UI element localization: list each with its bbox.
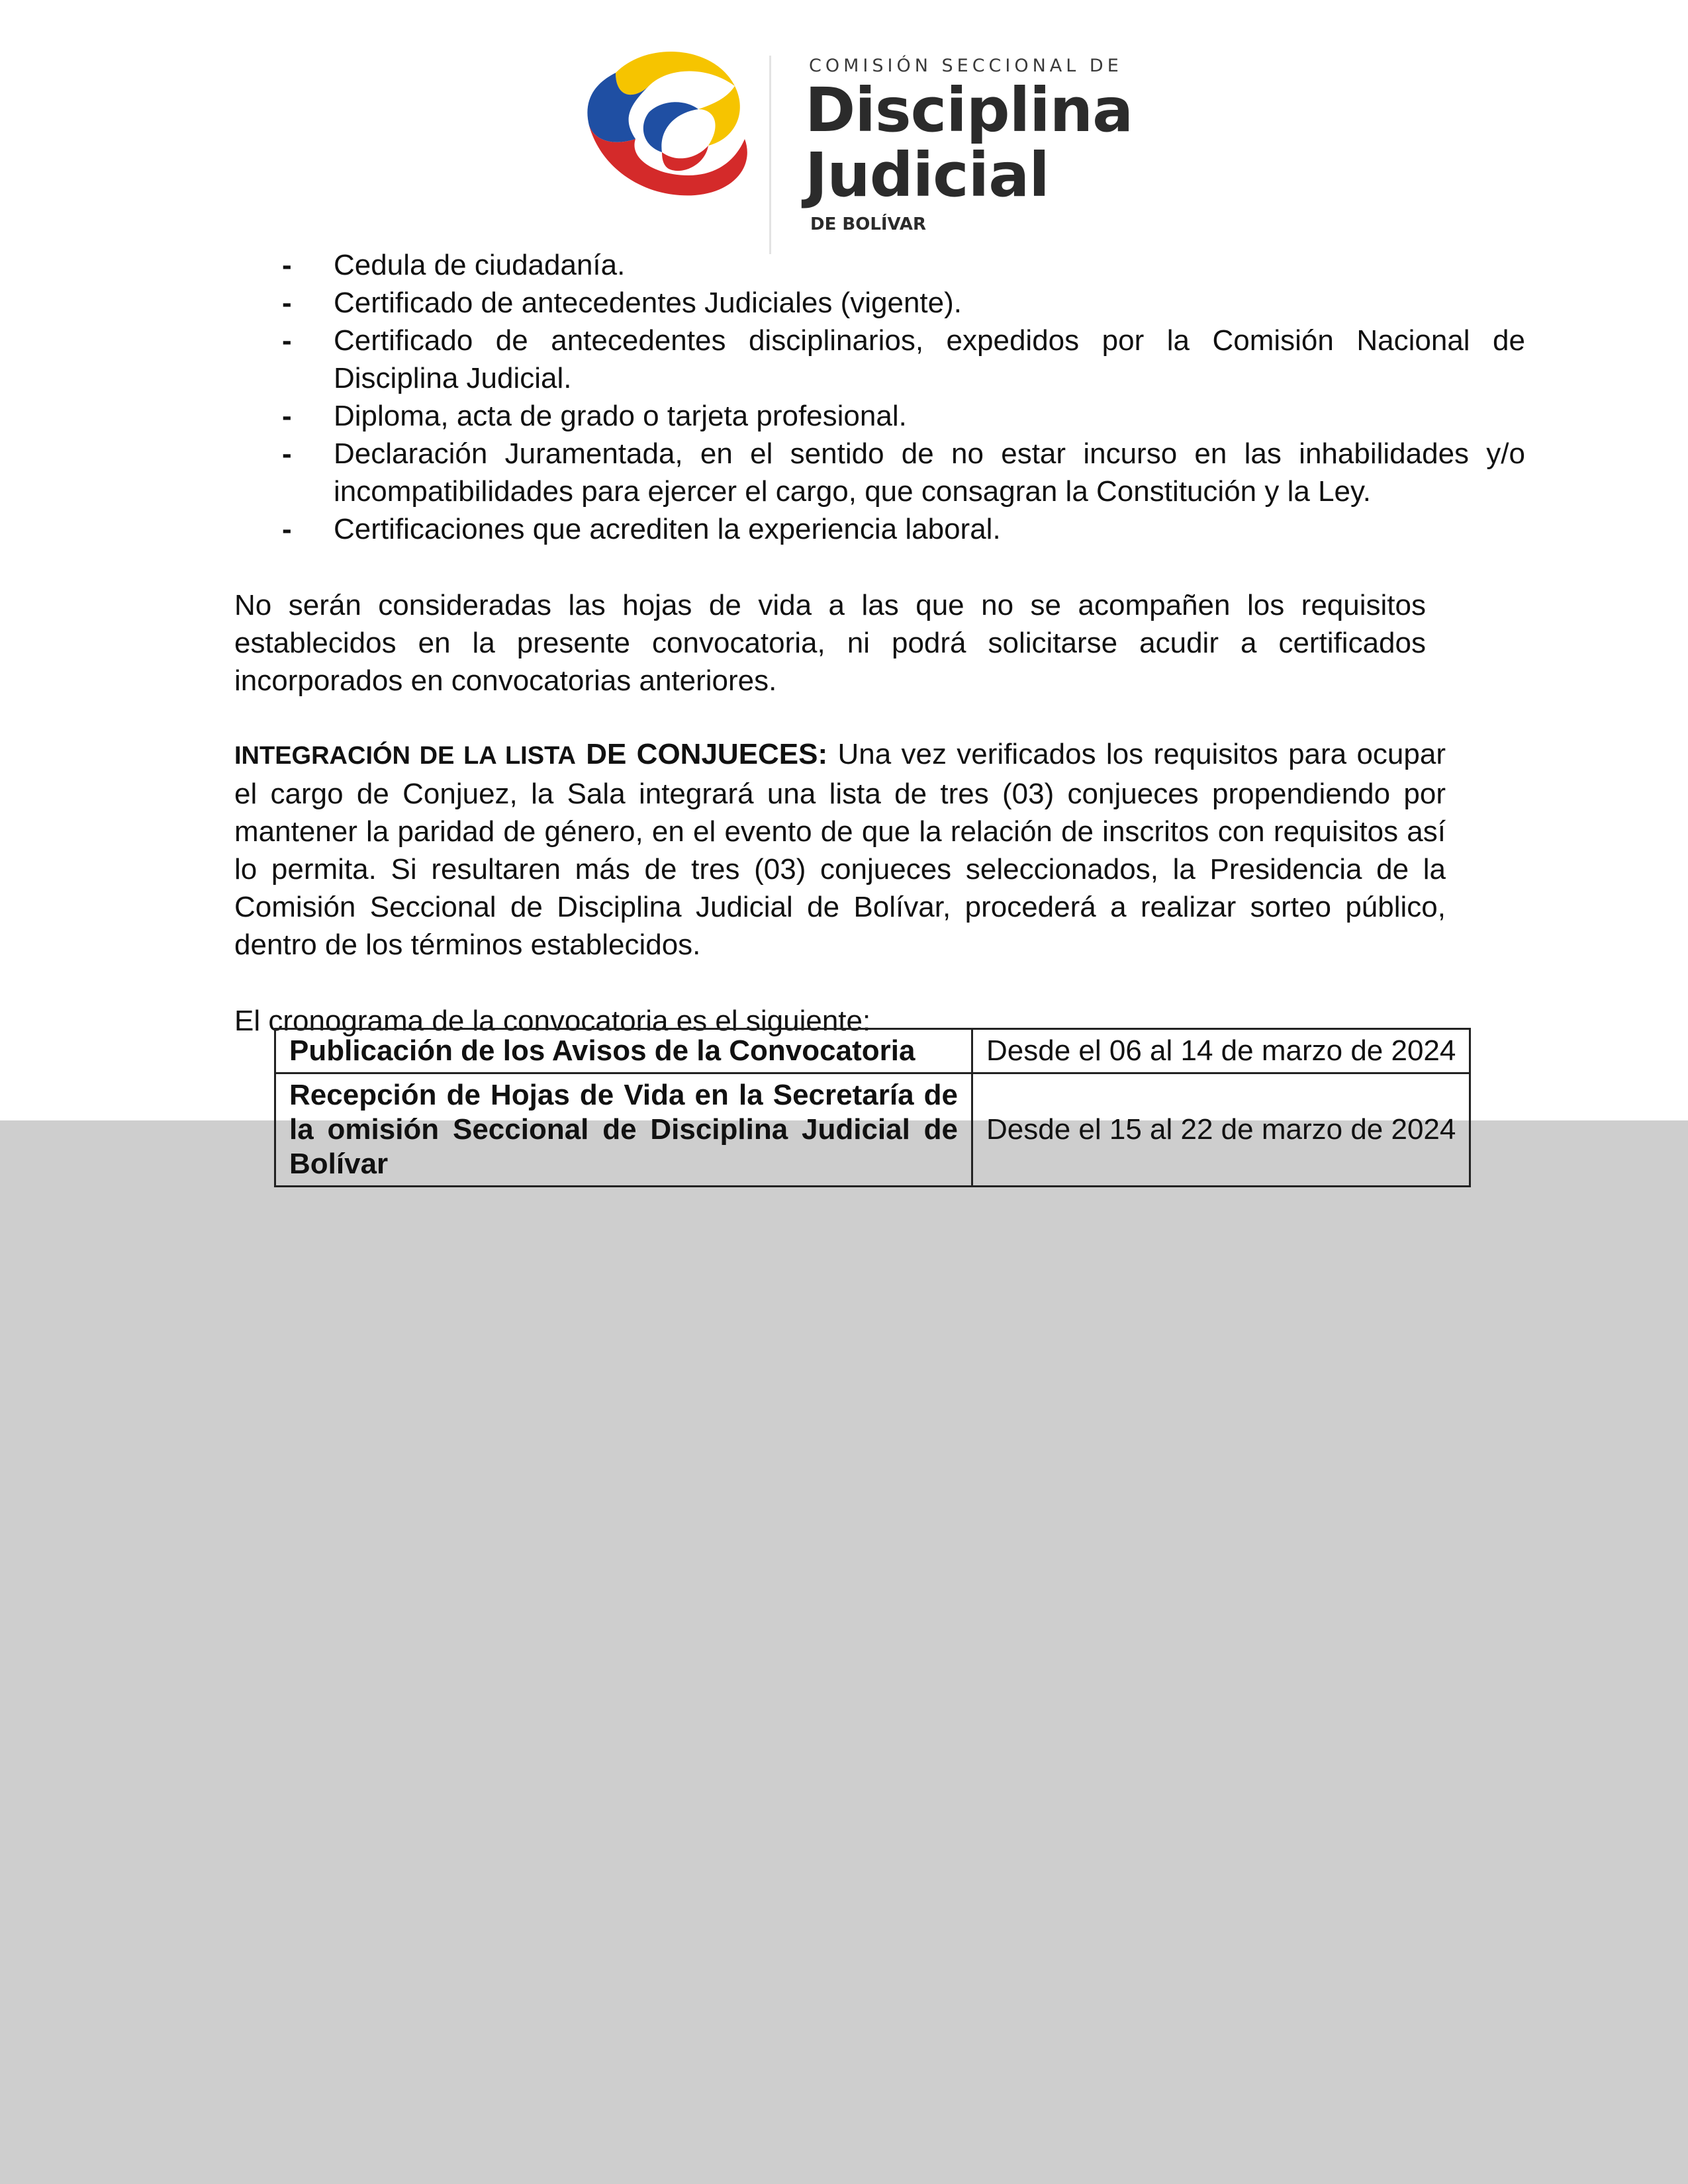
list-item xyxy=(234,435,1525,510)
list-item-text: Certificado de antecedentes Judiciales (vigente). xyxy=(334,287,962,319)
integration-heading-part2: DE CONJUECES: xyxy=(575,738,828,770)
integration-paragraph xyxy=(234,735,1446,964)
list-item xyxy=(234,322,1525,397)
note-paragraph: No serán consideradas las hojas de vida a las que no se acompañen los requisitos establecidos en la presente convocatoria, ni podrá solicitarse acudir a certificados incorporados en convocatorias anteriores. xyxy=(234,589,1426,697)
list-item-text: Declaración Juramentada, en el sentido de no estar incurso en las inhabilidades y/o incompatibilidades para ejercer el cargo, que consagran la Constitución y la Ley. xyxy=(334,437,1525,508)
list-bullet: - xyxy=(282,513,292,545)
integration-heading-part1: INTEGRACIÓN DE LA LISTA xyxy=(234,742,576,770)
list-bullet: - xyxy=(282,324,292,357)
list-item-text: Certificaciones que acrediten la experiencia laboral. xyxy=(334,513,1001,545)
list-item-text: Cedula de ciudadanía. xyxy=(334,249,626,281)
list-item xyxy=(234,284,1525,322)
table-row xyxy=(275,1029,1470,1073)
logo-title-line2: Judicial xyxy=(805,140,1049,210)
logo-title xyxy=(805,75,1133,210)
logo-subtitle: COMISIÓN SECCIONAL DE xyxy=(809,56,1123,76)
list-bullet: - xyxy=(282,437,292,470)
schedule-activity: Publicación de los Avisos de la Convocatoria xyxy=(275,1029,972,1073)
table-row xyxy=(275,1073,1470,1187)
logo-title-line1: Disciplina xyxy=(805,75,1133,146)
list-item-text: Certificado de antecedentes disciplinarios, expedidos por la Comisión Nacional de Disciplina Judicial. xyxy=(334,324,1525,394)
institution-logo xyxy=(576,46,1133,245)
integration-body: Una vez verificados los requisitos para ocupar el cargo de Conjuez, la Sala integrará una lista de tres (03) conjueces propendiendo por mantener la paridad de género, en el evento de que la relación de inscritos con requisitos así lo permita. Si resultaren más de tres (03) conjueces seleccionados, la Presidencia de la Comisión Seccional de Disciplina Judicial de Bolívar, procederá a realizar sorteo público, dentro de los términos establecidos. xyxy=(234,738,1446,961)
schedule-dates: Desde el 06 al 14 de marzo de 2024 xyxy=(972,1029,1470,1073)
schedule-intro: El cronograma de la convocatoria es el siguiente: xyxy=(234,1005,871,1037)
logo-swirl-icon xyxy=(576,46,774,218)
logo-divider xyxy=(769,56,771,254)
list-item-text: Diploma, acta de grado o tarjeta profesional. xyxy=(334,400,907,432)
schedule-table xyxy=(274,1028,1471,1187)
list-bullet: - xyxy=(282,287,292,319)
list-bullet: - xyxy=(282,400,292,432)
schedule-activity: Recepción de Hojas de Vida en la Secretaría de la omisión Seccional de Disciplina Judicial de Bolívar xyxy=(275,1073,972,1187)
logo-region: DE BOLÍVAR xyxy=(810,214,927,234)
requirements-list xyxy=(234,246,1525,548)
schedule-dates: Desde el 15 al 22 de marzo de 2024 xyxy=(972,1073,1470,1187)
list-item xyxy=(234,397,1525,435)
list-item xyxy=(234,510,1525,548)
list-bullet: - xyxy=(282,249,292,281)
list-item xyxy=(234,246,1525,284)
document-body xyxy=(234,246,1525,1040)
